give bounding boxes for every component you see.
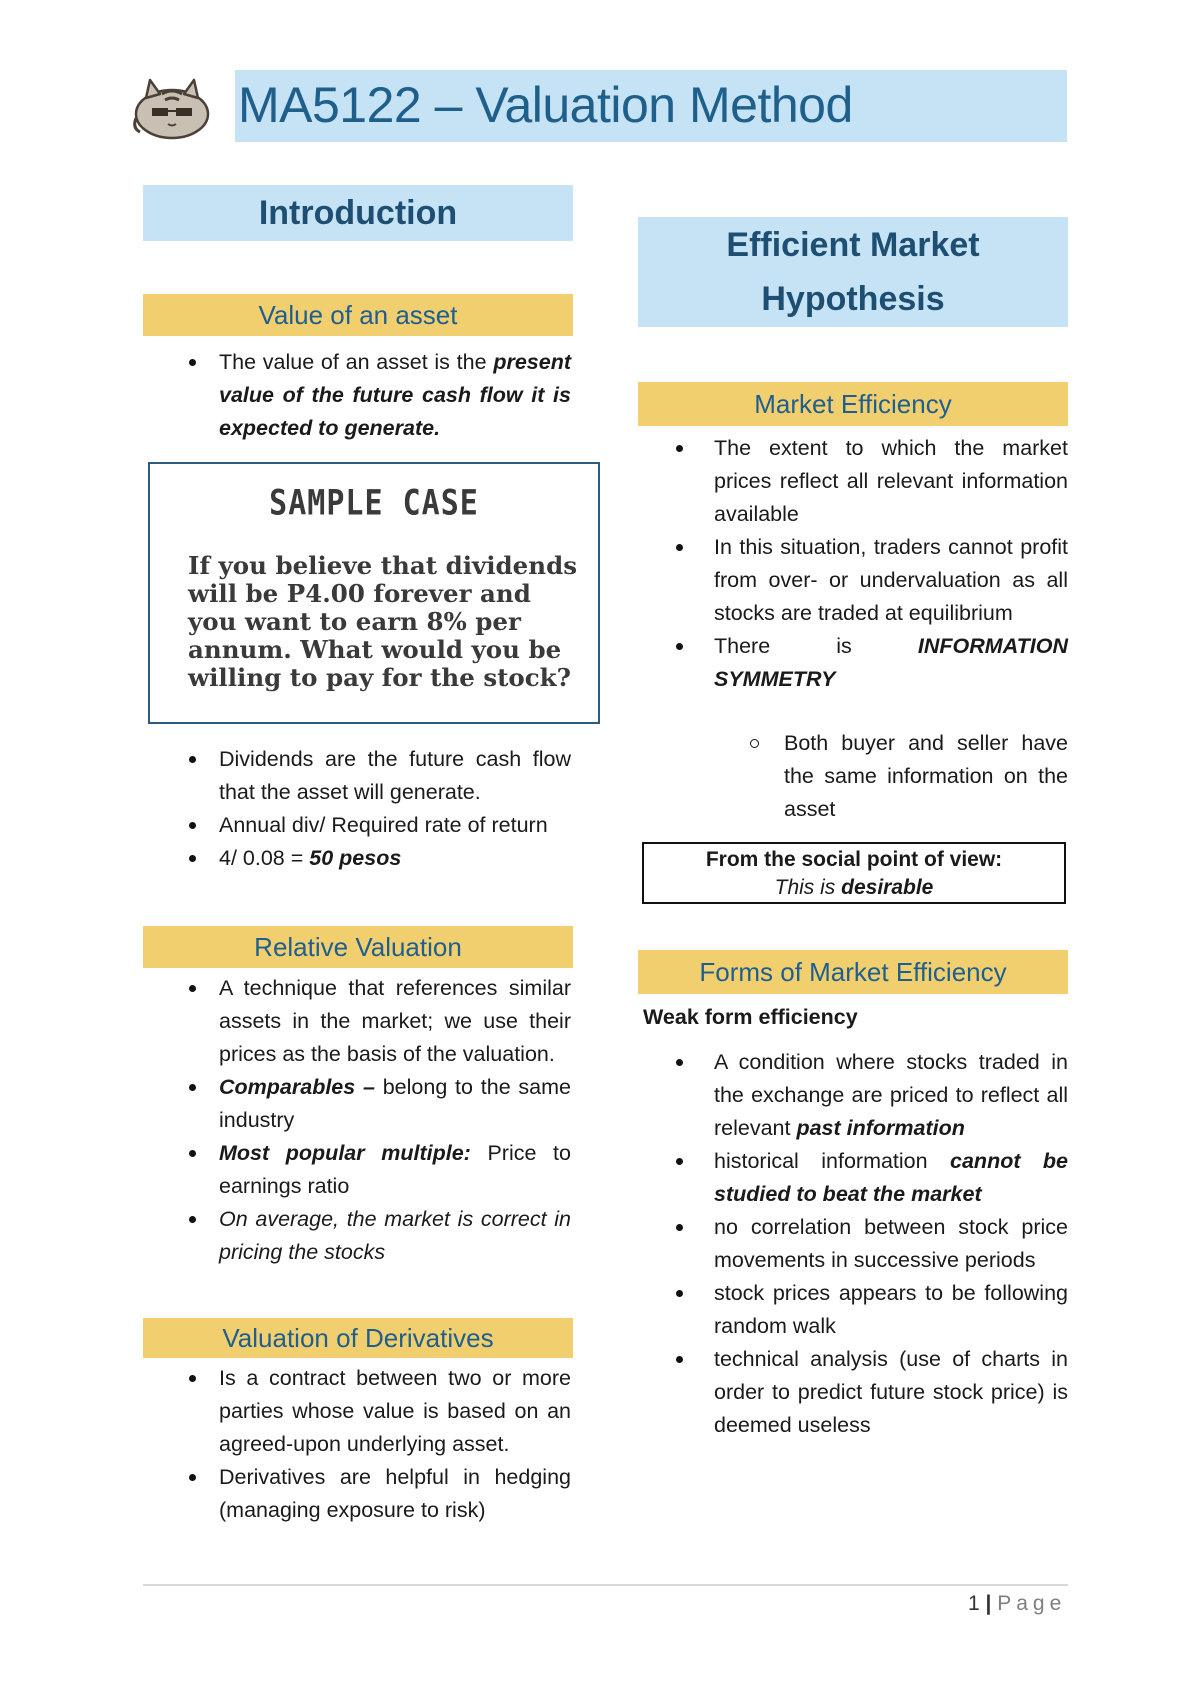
value-of-asset-list: [143, 346, 571, 445]
market-efficiency-sublist: [750, 727, 1068, 826]
page-title: MA5122 – Valuation Method: [238, 77, 853, 133]
introduction-heading: Introduction: [143, 185, 573, 241]
list-item: Annual div/ Required rate of return: [143, 809, 571, 842]
list-item: A technique that references similar assets in the market; we use their prices as the basis of the valuation.: [143, 972, 571, 1071]
efficient-market-hypothesis-heading: [638, 217, 1068, 327]
sample-case-box: [148, 462, 600, 724]
weak-form-list: [638, 1046, 1068, 1442]
page-footer: [968, 1592, 1066, 1616]
sample-case-text: If you believe that dividends will be P4.00 forever and you want to earn 8% per annum. What would you be willing to pay for the stock?: [188, 551, 578, 692]
emh-title-line: Efficient Market: [726, 226, 980, 264]
list-item: Comparables – belong to the same industry: [143, 1071, 571, 1137]
forms-of-market-efficiency-heading: Forms of Market Efficiency: [638, 950, 1068, 994]
weak-form-label: Weak form efficiency: [643, 1005, 858, 1029]
social-box-line: From the social point of view:: [705, 848, 1003, 871]
list-item: no correlation between stock price movements in successive periods: [638, 1211, 1068, 1277]
relative-valuation-heading: Relative Valuation: [143, 926, 573, 968]
list-item: technical analysis (use of charts in order to predict future stock price) is deemed useless: [638, 1343, 1068, 1442]
list-item: historical information cannot be studied to beat the market: [638, 1145, 1068, 1211]
list-item: The extent to which the market prices reflect all relevant information available: [638, 432, 1068, 531]
page-label: Page: [997, 1592, 1067, 1615]
list-item: A condition where stocks traded in the exchange are priced to reflect all relevant past information: [638, 1046, 1068, 1145]
list-item: In this situation, traders cannot profit from over- or undervaluation as all stocks are traded at equilibrium: [638, 531, 1068, 630]
footer-separator: |: [979, 1592, 998, 1615]
social-point-box: [642, 842, 1066, 904]
relative-valuation-list: [143, 972, 571, 1269]
list-item: Derivatives are helpful in hedging (managing exposure to risk): [143, 1461, 571, 1527]
page-number: 1: [968, 1592, 980, 1615]
list-item: Both buyer and seller have the same information on the asset: [750, 727, 1068, 826]
value-of-asset-heading: Value of an asset: [143, 294, 573, 336]
list-item: stock prices appears to be following random walk: [638, 1277, 1068, 1343]
market-efficiency-list: [638, 432, 1068, 696]
social-box-line: This is desirable: [774, 876, 934, 899]
footer-divider: [143, 1584, 1068, 1586]
sample-case-title: SAMPLE CASE: [269, 483, 479, 524]
list-item: Most popular multiple: Price to earnings ratio: [143, 1137, 571, 1203]
pusheen-cat-icon: [132, 72, 212, 142]
derivatives-list: [143, 1362, 571, 1527]
list-item: Is a contract between two or more parties whose value is based on an agreed-upon underlying asset.: [143, 1362, 571, 1461]
list-item: There is INFORMATION SYMMETRY: [638, 630, 1068, 696]
market-efficiency-heading: Market Efficiency: [638, 382, 1068, 426]
list-item: On average, the market is correct in pricing the stocks: [143, 1203, 571, 1269]
valuation-of-derivatives-heading: Valuation of Derivatives: [143, 1318, 573, 1358]
emh-title-line: Hypothesis: [761, 280, 945, 318]
list-item: 4/ 0.08 = 50 pesos: [143, 842, 571, 875]
list-item: The value of an asset is the present value of the future cash flow it is expected to generate.: [143, 346, 571, 445]
dividend-list: [143, 743, 571, 875]
list-item: Dividends are the future cash flow that the asset will generate.: [143, 743, 571, 809]
